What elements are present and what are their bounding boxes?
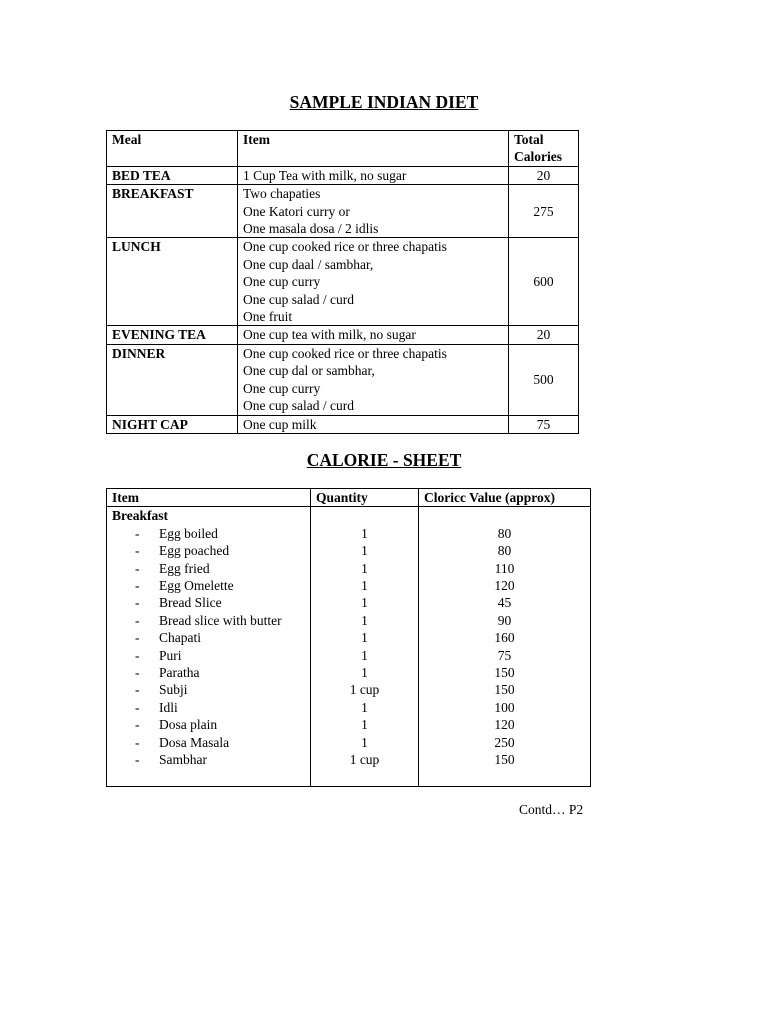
continued-note: Contd… P2 [519, 802, 584, 817]
diet-table [106, 130, 579, 434]
meal-item: One masala dosa / 2 idlis [243, 221, 379, 237]
meal-item: One cup cooked rice or three chapatis [243, 345, 447, 361]
diet-row [107, 238, 579, 326]
food-item [107, 716, 311, 733]
food-name: Puri [159, 647, 182, 663]
diet-row [107, 185, 579, 238]
meal-calories: 600 [509, 238, 579, 326]
bullet-dash: - [135, 699, 140, 715]
bullet-dash: - [135, 734, 140, 750]
diet-title: SAMPLE INDIAN DIET [289, 92, 479, 112]
meal-item: One cup curry [243, 380, 321, 396]
food-row [107, 577, 591, 594]
meal-name: DINNER [107, 344, 238, 415]
bullet-dash: - [135, 665, 140, 681]
group-row [107, 507, 591, 525]
food-row [107, 525, 591, 542]
bullet-dash: - [135, 595, 140, 611]
food-name: Subji [159, 682, 188, 698]
meal-item: One cup daal / sambhar, [243, 256, 374, 272]
food-row [107, 734, 591, 751]
food-row [107, 647, 591, 664]
food-quantity: 1 cup [311, 681, 419, 698]
header-meal: Meal [107, 131, 238, 167]
food-item [107, 560, 311, 577]
diet-row [107, 326, 579, 344]
food-name: Paratha [159, 665, 200, 681]
meal-calories: 20 [509, 326, 579, 344]
food-name: Bread Slice [159, 595, 222, 611]
meal-item: One cup milk [243, 416, 317, 432]
food-row [107, 612, 591, 629]
food-item [107, 577, 311, 594]
food-calorie-value: 120 [419, 577, 591, 594]
header-item: Item [238, 131, 509, 167]
bullet-dash: - [135, 752, 140, 768]
food-quantity: 1 [311, 560, 419, 577]
meal-calories: 20 [509, 166, 579, 184]
bullet-dash: - [135, 717, 140, 733]
food-item [107, 751, 311, 768]
food-row [107, 594, 591, 611]
food-name: Dosa Masala [159, 734, 230, 750]
food-calorie-value: 150 [419, 681, 591, 698]
food-calorie-value: 45 [419, 594, 591, 611]
meal-items [238, 238, 509, 326]
diet-header-row [107, 131, 579, 167]
food-name: Sambhar [159, 752, 207, 768]
meal-items [238, 185, 509, 238]
meal-name: BED TEA [107, 166, 238, 184]
food-row [107, 629, 591, 646]
food-calorie-value: 110 [419, 560, 591, 577]
food-quantity: 1 [311, 664, 419, 681]
calorie-sheet-body [107, 507, 591, 787]
food-item [107, 525, 311, 542]
meal-item: One cup cooked rice or three chapatis [243, 239, 447, 255]
food-quantity: 1 [311, 734, 419, 751]
food-calorie-value: 100 [419, 699, 591, 716]
food-row [107, 751, 591, 768]
meal-name: LUNCH [107, 238, 238, 326]
header-value: Cloricc Value (approx) [419, 489, 591, 507]
food-name: Bread slice with butter [159, 612, 282, 628]
food-row [107, 542, 591, 559]
header-item: Item [107, 489, 311, 507]
food-row [107, 664, 591, 681]
food-quantity: 1 [311, 629, 419, 646]
food-calorie-value: 120 [419, 716, 591, 733]
food-calorie-value: 90 [419, 612, 591, 629]
meal-item: One cup dal or sambhar, [243, 363, 375, 379]
bullet-dash: - [135, 630, 140, 646]
meal-items [238, 344, 509, 415]
food-calorie-value: 150 [419, 751, 591, 768]
food-item [107, 612, 311, 629]
meal-item: One cup salad / curd [243, 291, 354, 307]
meal-name: NIGHT CAP [107, 415, 238, 433]
food-row [107, 699, 591, 716]
bullet-dash: - [135, 578, 140, 594]
food-name: Egg poached [159, 543, 230, 559]
food-quantity: 1 [311, 647, 419, 664]
meal-calories: 75 [509, 415, 579, 433]
food-name: Egg Omelette [159, 578, 234, 594]
food-row [107, 681, 591, 698]
food-name: Chapati [159, 630, 201, 646]
diet-table-body [107, 166, 579, 433]
bullet-dash: - [135, 543, 140, 559]
meal-name: BREAKFAST [107, 185, 238, 238]
food-quantity: 1 [311, 612, 419, 629]
meal-item: 1 Cup Tea with milk, no sugar [243, 167, 407, 183]
food-quantity: 1 [311, 542, 419, 559]
food-calorie-value: 150 [419, 664, 591, 681]
meal-calories: 500 [509, 344, 579, 415]
food-name: Egg boiled [159, 525, 218, 541]
meal-item: One Katori curry or [243, 203, 350, 219]
meal-name: EVENING TEA [107, 326, 238, 344]
diet-row [107, 344, 579, 415]
header-quantity: Quantity [311, 489, 419, 507]
meal-item: Two chapaties [243, 186, 321, 202]
food-quantity: 1 [311, 699, 419, 716]
food-quantity: 1 [311, 594, 419, 611]
food-quantity: 1 [311, 716, 419, 733]
food-row [107, 716, 591, 733]
food-name: Dosa plain [159, 717, 218, 733]
food-item [107, 594, 311, 611]
meal-calories: 275 [509, 185, 579, 238]
food-quantity: 1 [311, 577, 419, 594]
food-item [107, 664, 311, 681]
calorie-header-row [107, 489, 591, 507]
spacer-row [107, 769, 591, 787]
diet-row [107, 415, 579, 433]
food-row [107, 560, 591, 577]
meal-items [238, 166, 509, 184]
bullet-dash: - [135, 525, 140, 541]
food-quantity: 1 cup [311, 751, 419, 768]
food-calorie-value: 160 [419, 629, 591, 646]
food-item [107, 734, 311, 751]
calorie-sheet-table [106, 488, 591, 787]
meal-items [238, 415, 509, 433]
food-calorie-value: 75 [419, 647, 591, 664]
food-item [107, 647, 311, 664]
food-item [107, 629, 311, 646]
diet-row [107, 166, 579, 184]
meal-item: One fruit [243, 309, 293, 325]
food-name: Egg fried [159, 560, 210, 576]
meal-item: One cup tea with milk, no sugar [243, 327, 416, 343]
bullet-dash: - [135, 682, 140, 698]
food-name: Idli [159, 699, 178, 715]
group-label: Breakfast [107, 507, 311, 525]
bullet-dash: - [135, 560, 140, 576]
bullet-dash: - [135, 612, 140, 628]
food-calorie-value: 80 [419, 525, 591, 542]
food-calorie-value: 80 [419, 542, 591, 559]
meal-item: One cup curry [243, 274, 321, 290]
bullet-dash: - [135, 647, 140, 663]
food-item [107, 681, 311, 698]
food-item [107, 699, 311, 716]
food-calorie-value: 250 [419, 734, 591, 751]
meal-item: One cup salad / curd [243, 398, 354, 414]
food-item [107, 542, 311, 559]
meal-items [238, 326, 509, 344]
food-quantity: 1 [311, 525, 419, 542]
header-total-calories: Total Calories [509, 131, 579, 167]
calorie-sheet-title: CALORIE - SHEET [306, 450, 462, 470]
